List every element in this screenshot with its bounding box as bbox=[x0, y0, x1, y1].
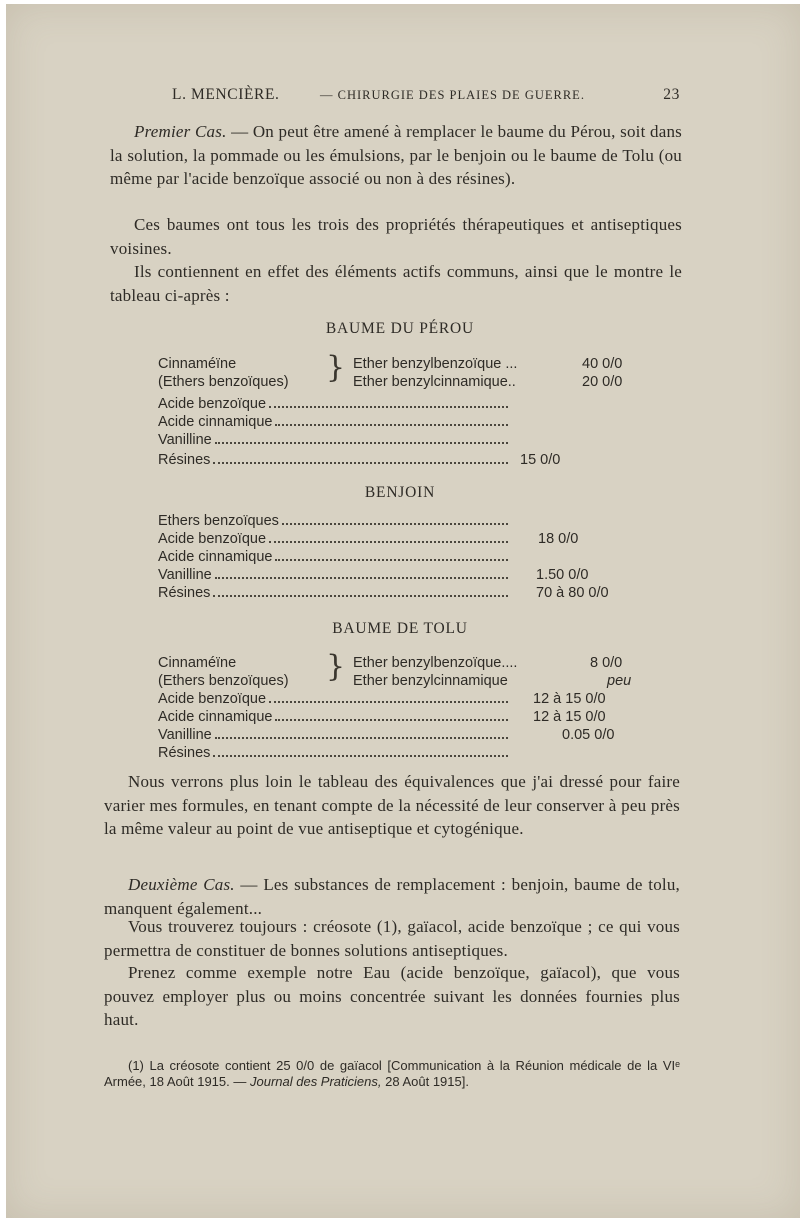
row-label: Vanilline bbox=[158, 432, 212, 448]
peru-row bbox=[158, 413, 511, 431]
peru-left-1: Cinnaméïne bbox=[158, 356, 237, 372]
footnote-text: (1) La créosote contient 25 0/0 de gaïacol [Communication à la Réunion médicale de la VIᵉ Armée, 18 Août 1915. — bbox=[104, 1058, 680, 1089]
peru-right-1: Ether benzylbenzoïque ... bbox=[353, 356, 518, 372]
section-title-benjoin: BENJOIN bbox=[364, 484, 436, 501]
footnote bbox=[104, 1058, 680, 1089]
section-title-tolu: BAUME DE TOLU bbox=[332, 620, 468, 637]
row-label: Résines bbox=[158, 452, 211, 468]
peru-row bbox=[158, 431, 511, 449]
tolu-right-1-value: 8 0/0 bbox=[590, 655, 623, 671]
tolu-row bbox=[158, 726, 511, 744]
footnote-tail: 28 Août 1915]. bbox=[381, 1073, 469, 1089]
dot-leader bbox=[213, 451, 508, 464]
paragraph-premier-cas bbox=[110, 120, 682, 191]
dot-leader bbox=[213, 584, 508, 597]
dot-leader bbox=[215, 726, 508, 739]
benjoin-row bbox=[158, 530, 511, 548]
peru-row bbox=[158, 395, 511, 413]
peru-row-value: 15 0/0 bbox=[520, 452, 561, 468]
paragraph-text: — Les substances de remplacement : benjoin, baume de tolu, manquent également... bbox=[104, 875, 680, 918]
benjoin-row-value: 70 à 80 0/0 bbox=[536, 585, 609, 601]
dot-leader bbox=[282, 512, 508, 525]
dot-leader bbox=[215, 431, 508, 444]
benjoin-row-value: 1.50 0/0 bbox=[536, 567, 589, 583]
tolu-right-1: Ether benzylbenzoïque.... bbox=[353, 655, 518, 671]
peru-right-2-value: 20 0/0 bbox=[582, 374, 623, 390]
row-label: Résines bbox=[158, 585, 211, 601]
tolu-row-value: 12 à 15 0/0 bbox=[533, 709, 606, 725]
tolu-right-2: Ether benzylcinnamique bbox=[353, 673, 508, 689]
benjoin-row bbox=[158, 512, 511, 530]
dot-leader bbox=[215, 566, 508, 579]
row-label: Résines bbox=[158, 745, 211, 761]
row-label: Acide cinnamique bbox=[158, 549, 273, 565]
row-label: Acide benzoïque bbox=[158, 531, 267, 547]
dot-leader bbox=[213, 744, 508, 757]
paragraph-creosote: Vous trouverez toujours : créosote (1), gaïacol, acide benzoïque ; ce qui vous permettra de constituer de bonnes solutions antiseptiques. bbox=[104, 917, 680, 960]
paragraph-baumes: Ces baumes ont tous les trois des propriétés thérapeutiques et antiseptiques voisines. bbox=[110, 215, 682, 258]
case-label: Premier Cas. bbox=[134, 122, 227, 141]
benjoin-row bbox=[158, 566, 511, 584]
section-title-peru: BAUME DU PÉROU bbox=[325, 320, 475, 337]
brace-icon: } bbox=[326, 350, 346, 385]
tolu-row bbox=[158, 690, 511, 708]
page-number: 23 bbox=[663, 86, 680, 103]
peru-left-2: (Ethers benzoïques) bbox=[158, 374, 289, 390]
benjoin-row bbox=[158, 584, 511, 602]
row-label: Acide benzoïque bbox=[158, 691, 267, 707]
benjoin-row-value: 18 0/0 bbox=[538, 531, 579, 547]
footnote-journal: Journal des Praticiens, bbox=[249, 1073, 382, 1089]
row-label: Vanilline bbox=[158, 567, 212, 583]
dot-leader bbox=[269, 530, 508, 543]
row-label: Vanilline bbox=[158, 727, 212, 743]
row-label: Acide cinnamique bbox=[158, 414, 273, 430]
tolu-row-value: 0.05 0/0 bbox=[562, 727, 615, 743]
tolu-row bbox=[158, 708, 511, 726]
brace-icon: } bbox=[326, 649, 346, 684]
tolu-right-2-value: peu bbox=[607, 673, 632, 689]
peru-right-1-value: 40 0/0 bbox=[582, 356, 623, 372]
dot-leader bbox=[269, 690, 508, 703]
tolu-row-value: 12 à 15 0/0 bbox=[533, 691, 606, 707]
row-label: Ethers benzoïques bbox=[158, 513, 279, 529]
peru-row bbox=[158, 451, 511, 469]
benjoin-row bbox=[158, 548, 511, 566]
tolu-row bbox=[158, 744, 511, 762]
case-label: Deuxième Cas. bbox=[128, 875, 235, 894]
peru-right-2: Ether benzylcinnamique.. bbox=[353, 374, 516, 390]
dot-leader bbox=[275, 413, 508, 426]
paragraph-text: — On peut être amené à remplacer le baume du Pérou, soit dans la solution, la pommade ou les émulsions, par le benjoin ou le baume de Tolu (ou même par l'acide benzoïque associé ou non à des résines). bbox=[110, 122, 682, 188]
dot-leader bbox=[275, 548, 508, 561]
tolu-left-2: (Ethers benzoïques) bbox=[158, 673, 289, 689]
paragraph-elements: Ils contiennent en effet des éléments actifs communs, ainsi que le montre le tableau ci-après : bbox=[110, 262, 682, 305]
paragraph-deuxieme-cas bbox=[104, 873, 680, 920]
dot-leader bbox=[269, 395, 508, 408]
paragraph-equivalences: Nous verrons plus loin le tableau des équivalences que j'ai dressé pour faire varier mes formules, en tenant compte de la nécessité de leur conserver à peu près la même valeur au point de vue antiseptique et cytogénique. bbox=[104, 772, 680, 838]
paragraph-eau: Prenez comme exemple notre Eau (acide benzoïque, gaïacol), que vous pouvez employer plus ou moins concentrée suivant les données fournies plus haut. bbox=[104, 963, 680, 1029]
tolu-left-1: Cinnaméïne bbox=[158, 655, 237, 671]
row-label: Acide benzoïque bbox=[158, 396, 267, 412]
header-title: — CHIRURGIE DES PLAIES DE GUERRE. bbox=[320, 88, 585, 102]
row-label: Acide cinnamique bbox=[158, 709, 273, 725]
running-header bbox=[172, 86, 680, 108]
dot-leader bbox=[275, 708, 508, 721]
header-author: L. MENCIÈRE. bbox=[172, 86, 280, 103]
